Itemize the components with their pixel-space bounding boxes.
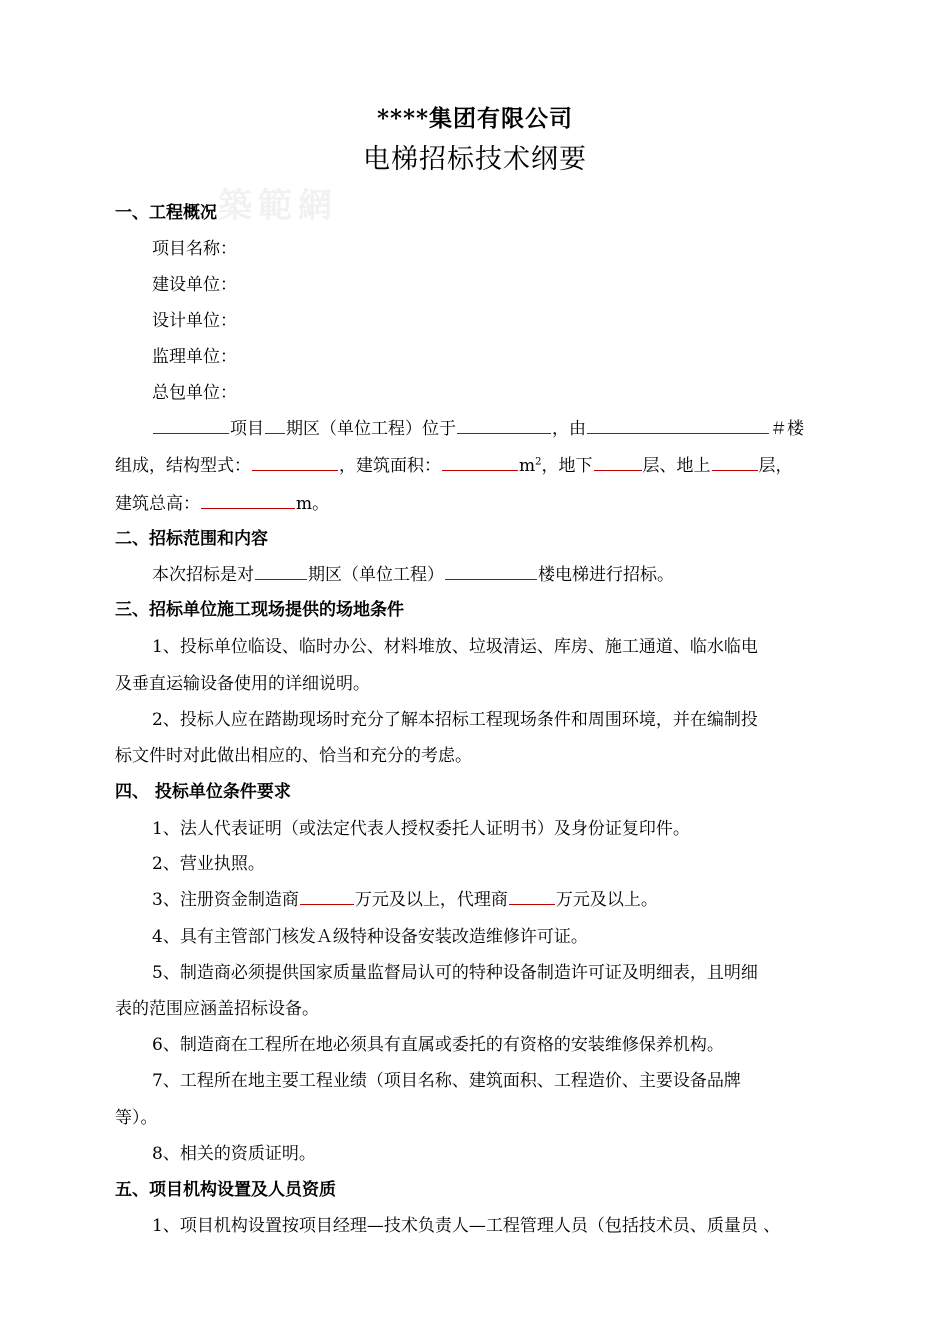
section-5-heading: 五、项目机构设置及人员资质 — [115, 1180, 336, 1200]
requirement-1: 1、法人代表证明（或法定代表人授权委托人证明书）及身份证复印件。 — [152, 819, 690, 839]
overview-line-1: 项目 期区（单位工程）位于 ，由 ＃楼 — [152, 419, 804, 439]
field-supervision-unit: 监理单位： — [152, 347, 237, 367]
blank-field[interactable] — [457, 419, 551, 434]
blank-field[interactable] — [712, 456, 758, 471]
blank-field[interactable] — [255, 565, 307, 580]
requirement-3: 3、注册资金制造商 万元及以上，代理商 万元及以上。 — [152, 890, 658, 910]
requirement-4: 4、具有主管部门核发Ａ级特种设备安装改造维修许可证。 — [152, 927, 588, 947]
section-4-heading: 四、 投标单位条件要求 — [115, 782, 291, 802]
blank-field[interactable] — [201, 494, 295, 509]
company-title: ****集团有限公司 — [376, 105, 574, 132]
overview-line-3: 建筑总高： m。 — [115, 494, 330, 514]
scope-line: 本次招标是对 期区（单位工程） 楼电梯进行招标。 — [152, 565, 674, 585]
site-item-1-line-1: 1、投标单位临设、临时办公、材料堆放、垃圾清运、库房、施工通道、临水临电 — [152, 637, 758, 657]
blank-field[interactable] — [509, 890, 555, 905]
site-item-2-line-2: 标文件时对此做出相应的、恰当和充分的考虑。 — [115, 746, 472, 766]
overview-line-2: 组成，结构型式： ，建筑面积： $m^2$，地下 层、地上 层， — [115, 456, 793, 476]
field-general-contractor: 总包单位： — [152, 383, 237, 403]
requirement-7-line-2: 等）。 — [115, 1108, 158, 1128]
blank-field[interactable] — [442, 456, 518, 471]
requirement-2: 2、营业执照。 — [152, 854, 265, 874]
blank-field[interactable] — [265, 419, 285, 434]
blank-field[interactable] — [252, 456, 338, 471]
requirement-7-line-1: 7、工程所在地主要工程业绩（项目名称、建筑面积、工程造价、主要设备品牌 — [152, 1071, 741, 1091]
blank-field[interactable] — [445, 565, 537, 580]
watermark-text: 築範網 — [218, 186, 338, 226]
blank-field[interactable] — [153, 419, 229, 434]
site-item-2-line-1: 2、投标人应在踏勘现场时充分了解本招标工程现场条件和周围环境，并在编制投 — [152, 710, 758, 730]
requirement-8: 8、相关的资质证明。 — [152, 1144, 316, 1164]
field-construction-unit: 建设单位： — [152, 275, 237, 295]
requirement-5-line-2: 表的范围应涵盖招标设备。 — [115, 999, 319, 1019]
blank-field[interactable] — [594, 456, 642, 471]
blank-field[interactable] — [587, 419, 769, 434]
section-1-heading: 一、工程概况 — [115, 203, 217, 223]
requirement-6: 6、制造商在工程所在地必须具有直属或委托的有资格的安装维修保养机构。 — [152, 1035, 724, 1055]
section-3-heading: 三、招标单位施工现场提供的场地条件 — [115, 600, 404, 620]
requirement-5-line-1: 5、制造商必须提供国家质量监督局认可的特种设备制造许可证及明细表，且明细 — [152, 963, 758, 983]
organization-item-1-line-1: 1、项目机构设置按项目经理—技术负责人—工程管理人员（包括技术员、质量员 、 — [152, 1216, 781, 1236]
field-design-unit: 设计单位： — [152, 311, 237, 331]
field-project-name: 项目名称： — [152, 239, 237, 259]
document-title: 电梯招标技术纲要 — [363, 144, 587, 175]
site-item-1-line-2: 及垂直运输设备使用的详细说明。 — [115, 674, 370, 694]
section-2-heading: 二、招标范围和内容 — [115, 529, 268, 549]
blank-field[interactable] — [300, 890, 354, 905]
